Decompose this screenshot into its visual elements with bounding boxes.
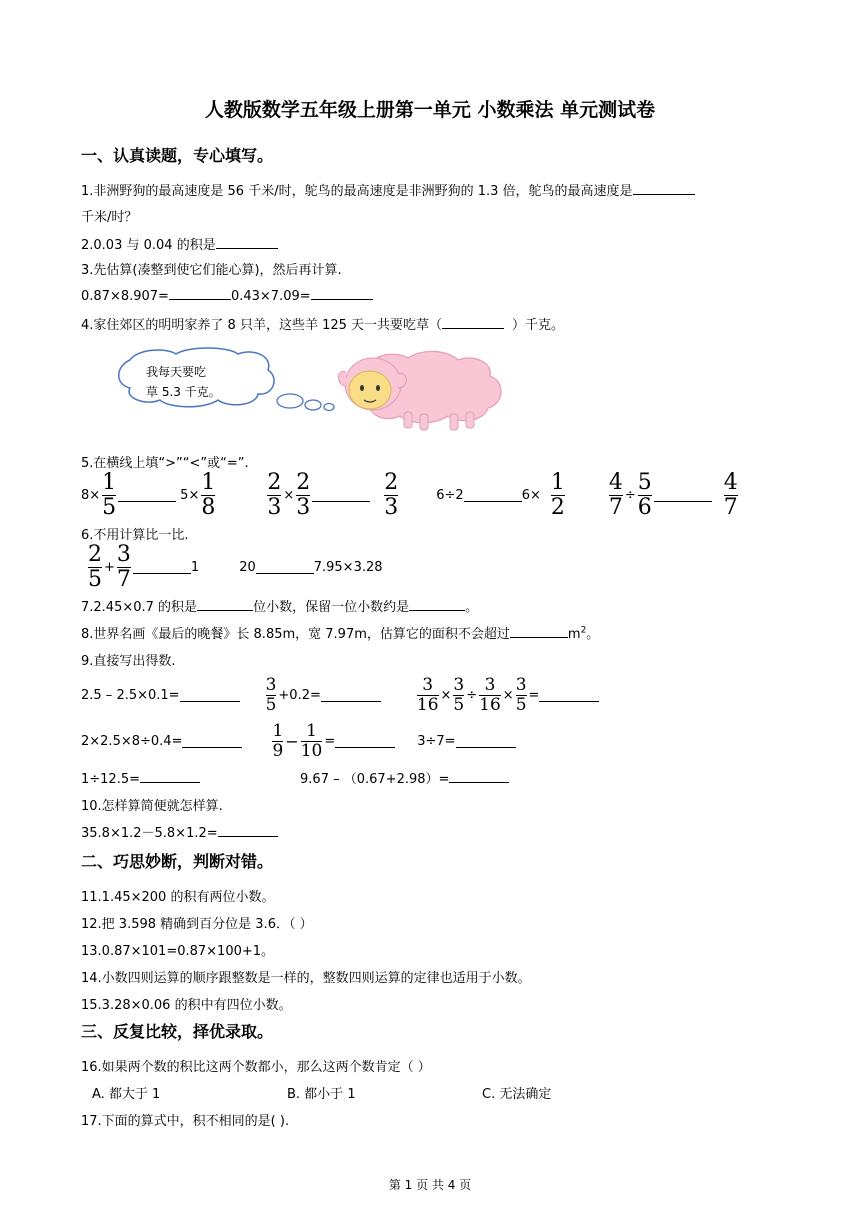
q9: 9.直接写出得数. <box>81 654 176 669</box>
answer-blank[interactable] <box>654 489 712 502</box>
answer-blank[interactable] <box>633 182 695 195</box>
fraction: $\frac{1}{2}$ <box>550 469 565 520</box>
answer-blank[interactable] <box>464 489 522 502</box>
answer-blank[interactable] <box>169 287 231 300</box>
q1-line2: 千米/时？ <box>81 210 138 225</box>
page-title: 人教版数学五年级上册第一单元 小数乘法 单元测试卷 <box>204 99 656 121</box>
page-footer: 第 1 页 共 4 页 <box>388 1178 472 1192</box>
answer-blank[interactable] <box>197 598 253 611</box>
answer-blank[interactable] <box>539 689 599 702</box>
q9-row1: 2.5 – 2.5×0.1= $\frac{3}{5}$ +0.2= $\frac{3}{16}$ × $\frac{3}{5}$ ÷ $\frac{3}{16}$ × $\frac{3}{5}$ = <box>81 674 599 716</box>
answer-blank[interactable] <box>335 735 395 748</box>
answer-blank[interactable] <box>216 236 278 249</box>
bubble-text-2: 草 5.3 千克。 <box>146 385 221 399</box>
fraction: $\frac{3}{7}$ <box>116 541 131 592</box>
section-1-heading: 一、认真读题，专心填写。 <box>81 146 274 165</box>
fraction: $\frac{3}{5}$ <box>453 674 465 715</box>
answer-blank[interactable] <box>182 735 242 748</box>
q9-row3: 1÷12.5= 9.67 – （0.67+2.98）= <box>81 768 509 787</box>
q16: 16.如果两个数的积比这两个数都小，那么这两个数肯定（ ） <box>81 1060 431 1075</box>
fraction: $\frac{3}{5}$ <box>265 674 277 715</box>
q9-row2: 2×2.5×8÷0.4= $\frac{1}{9}$ − $\frac{1}{10}$ = 3÷7= <box>81 720 516 762</box>
section-2-heading: 二、巧思妙断，判断对错。 <box>81 852 274 871</box>
q6: 6.不用计算比一比. <box>81 528 189 543</box>
answer-blank[interactable] <box>118 489 176 502</box>
answer-blank[interactable] <box>456 735 516 748</box>
fraction: $\frac{2}{3}$ <box>296 469 311 520</box>
fraction: $\frac{4}{7}$ <box>723 469 738 520</box>
q4: 4.家住郊区的明明家养了 8 只羊，这些羊 125 天一共要吃草（ ）千克。 <box>81 318 565 333</box>
q13: 13.0.87×101=0.87×100+1。 <box>81 944 275 959</box>
section-3-heading: 三、反复比较，择优录取。 <box>81 1022 274 1041</box>
sheep-icon <box>339 351 502 430</box>
q17: 17.下面的算式中，积不相同的是( ). <box>81 1114 290 1129</box>
fraction: $\frac{1}{10}$ <box>300 720 323 761</box>
q14: 14.小数四则运算的顺序跟整数是一样的，整数四则运算的定律也适用于小数。 <box>81 971 531 986</box>
q15: 15.3.28×0.06 的积中有四位小数。 <box>81 998 292 1013</box>
q3-items: 0.87×8.907= 0.43×7.09= <box>81 287 373 304</box>
q3: 3.先估算(凑整到使它们能心算)，然后再计算. <box>81 263 342 278</box>
answer-blank[interactable] <box>321 689 381 702</box>
answer-blank[interactable] <box>180 689 240 702</box>
answer-blank[interactable] <box>312 489 370 502</box>
q12: 12.把 3.598 精确到百分位是 3.6．（ ） <box>81 917 313 932</box>
bubble-dot-small <box>324 404 334 411</box>
answer-blank[interactable] <box>133 561 191 574</box>
q10-expr: 35.8×1.2－5.8×1.2= <box>81 822 278 841</box>
option-b[interactable]: B. 都小于 1 <box>287 1087 356 1102</box>
q8: 8.世界名画《最后的晚餐》长 8.85m，宽 7.97m，估算它的面积不会超过 $m^2$。 <box>81 625 600 642</box>
bubble-dot-medium <box>305 400 321 410</box>
q7: 7.2.45×0.7 的积是 位小数，保留一位小数约是 。 <box>81 600 479 615</box>
fraction: $\frac{1}{8}$ <box>201 469 216 520</box>
answer-blank[interactable] <box>409 598 465 611</box>
q10: 10.怎样算简便就怎样算. <box>81 799 223 814</box>
q2: 2.0.03 与 0.04 的积是 <box>81 234 278 253</box>
answer-blank[interactable] <box>442 316 504 329</box>
answer-blank[interactable] <box>510 625 568 638</box>
answer-blank[interactable] <box>218 824 278 837</box>
bubble-text-1: 我每天要吃 <box>146 365 207 379</box>
q6-items: $\frac{2}{5}$ + $\frac{3}{7}$ 1 20 7.95×3.28 <box>88 541 383 592</box>
fraction: $\frac{2}{5}$ <box>88 541 102 592</box>
fraction: $\frac{1}{5}$ <box>102 469 117 520</box>
fraction: $\frac{3}{16}$ <box>416 674 439 715</box>
fraction: $\frac{2}{3}$ <box>384 469 399 520</box>
fraction: $\frac{1}{9}$ <box>272 720 284 761</box>
answer-blank[interactable] <box>256 561 314 574</box>
bubble-dot-large <box>277 394 303 408</box>
fraction: $\frac{3}{5}$ <box>515 674 527 715</box>
sheep-illustration <box>108 346 518 436</box>
option-c[interactable]: C. 无法确定 <box>482 1087 552 1102</box>
q1-line1: 1.非洲野狗的最高速度是 56 千米/时，鸵鸟的最高速度是非洲野狗的 1.3 倍，鸵鸟的最高速度是 <box>81 180 695 199</box>
option-a[interactable]: A. 都大于 1 <box>92 1087 161 1102</box>
fraction: $\frac{3}{16}$ <box>479 674 501 715</box>
fraction: $\frac{2}{3}$ <box>267 469 282 520</box>
answer-blank[interactable] <box>449 770 509 783</box>
fraction: $\frac{5}{6}$ <box>637 469 652 520</box>
fraction: $\frac{4}{7}$ <box>608 469 623 520</box>
q5: 5.在横线上填“>”“<”或“=”. <box>81 456 249 471</box>
answer-blank[interactable] <box>311 287 373 300</box>
q5-items: 8× $\frac{1}{5}$ 5× $\frac{1}{8}$ $\frac{2}{3}$ × $\frac{2}{3}$ $\frac{2}{3}$ 6÷2 6× $\frac{1}{2}$ $\frac{4}{7}$ ÷ $\frac{5}{6}$ $\frac{4}{7}$ <box>81 469 738 520</box>
answer-blank[interactable] <box>140 770 200 783</box>
q11: 11.1.45×200 的积有两位小数。 <box>81 890 275 905</box>
